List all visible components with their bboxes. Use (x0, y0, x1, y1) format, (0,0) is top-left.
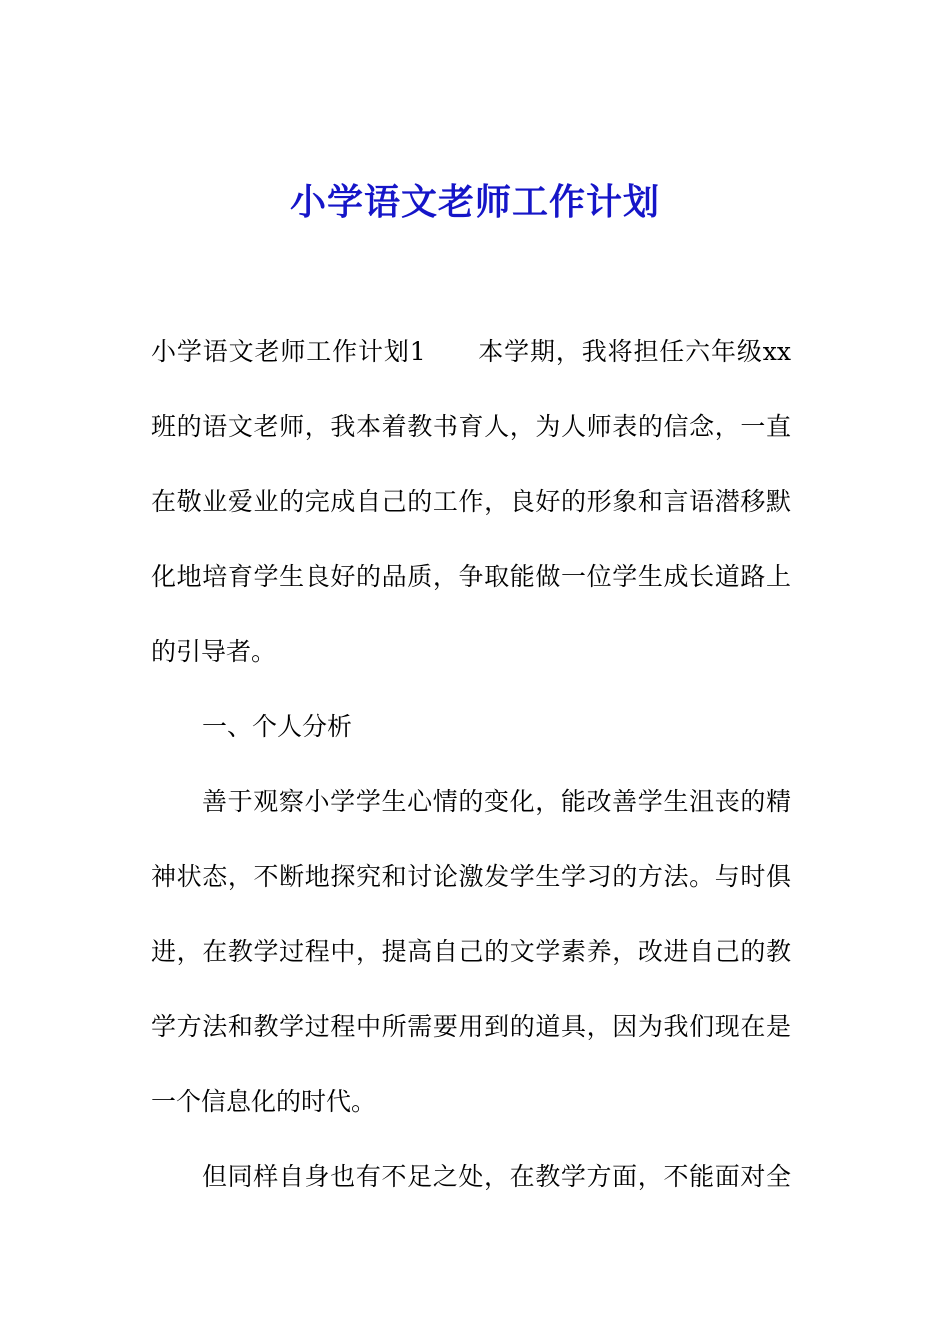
paragraph-line: 但同样自身也有不足之处，在教学方面，不能面对全 (202, 1162, 791, 1191)
paragraph-line: 善于观察小学学生心情的变化，能改善学生沮丧的精 (202, 787, 791, 816)
paragraph-line: 班的语文老师，我本着教书育人，为人师表的信念，一直 (151, 412, 791, 441)
paragraph-line: 化地培育学生良好的品质，争取能做一位学生成长道路上 (151, 562, 791, 591)
document-title: 小学语文老师工作计划 (289, 182, 660, 223)
section-heading: 一、个人分析 (202, 712, 353, 741)
paragraph-line: 一个信息化的时代。 (151, 1087, 377, 1116)
paragraph-line: 小学语文老师工作计划1 本学期，我将担任六年级xx (151, 337, 791, 366)
paragraph-line: 在敬业爱业的完成自己的工作，良好的形象和言语潜移默 (151, 487, 791, 516)
paragraph-line: 神状态，不断地探究和讨论激发学生学习的方法。与时俱 (151, 862, 791, 891)
paragraph-line: 的引导者。 (151, 637, 277, 666)
paragraph-line: 学方法和教学过程中所需要用到的道具，因为我们现在是 (151, 1012, 791, 1041)
paragraph-line: 进，在教学过程中，提高自己的文学素养，改进自己的教 (151, 937, 791, 966)
